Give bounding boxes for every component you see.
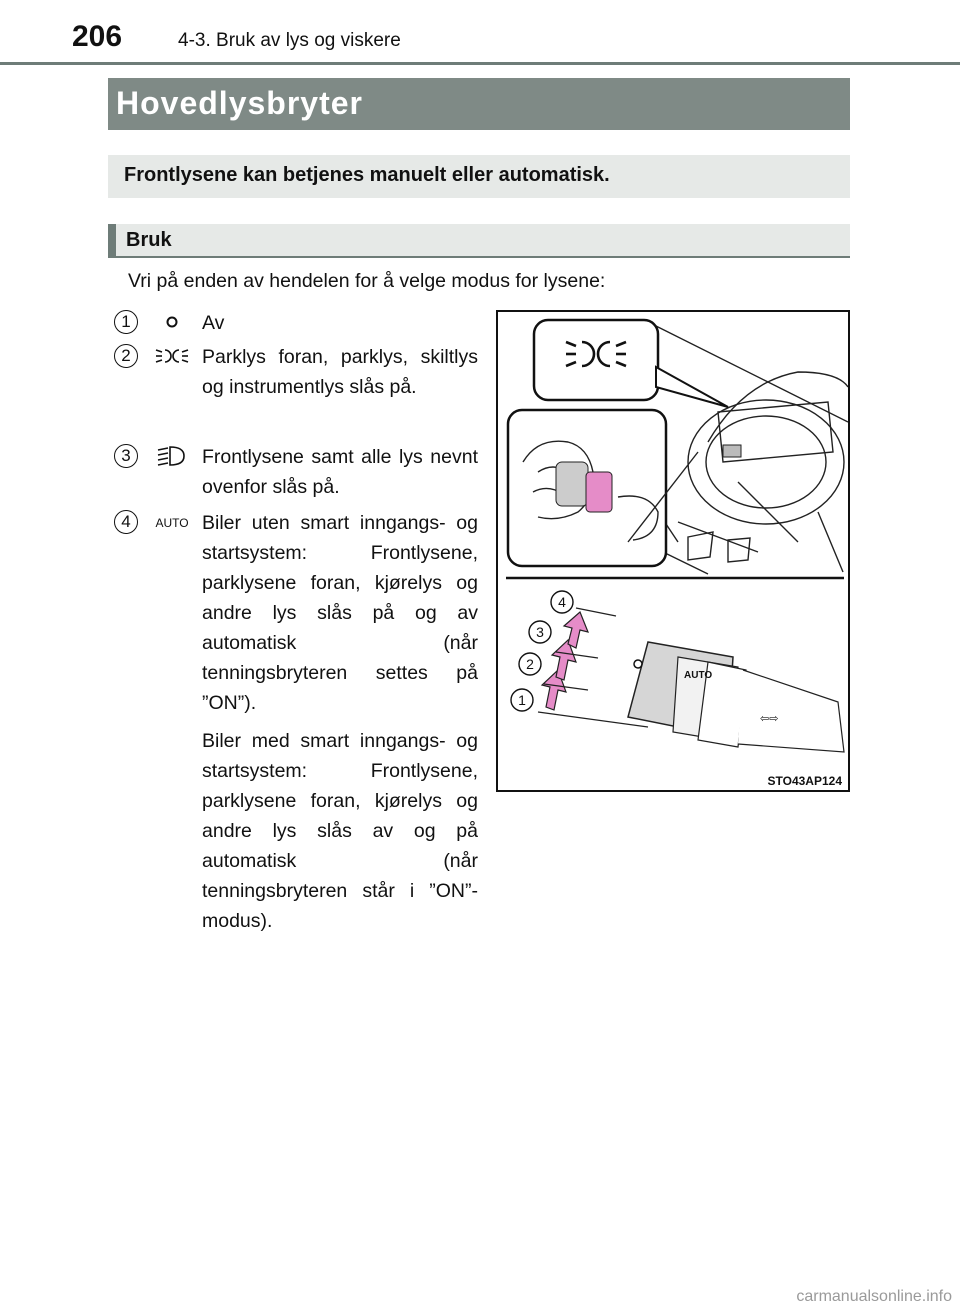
section-lead: Vri på enden av hendelen for å velge modus for lysene:	[128, 270, 606, 292]
page-title: Hovedlysbryter	[108, 78, 850, 130]
item-text: Biler uten smart inngangs- og startsystem: Frontlysene, parklysene foran, kjørelys og andre lys slås på og av automatisk (når tenningsbryteren settes på ”ON”).	[202, 512, 478, 714]
list-item	[114, 442, 478, 502]
svg-text:AUTO: AUTO	[155, 516, 189, 530]
svg-text:AUTO: AUTO	[684, 670, 713, 681]
chapter-title: 4-3. Bruk av lys og viskere	[178, 30, 401, 51]
list-item	[114, 308, 478, 338]
intro-text: Frontlysene kan betjenes manuelt eller automatisk.	[108, 155, 850, 198]
svg-text:3: 3	[536, 624, 544, 640]
item-text: Frontlysene samt alle lys nevnt ovenfor slås på.	[202, 446, 478, 498]
item-number: 1	[114, 310, 138, 334]
list-item	[114, 508, 478, 936]
svg-text:1: 1	[518, 692, 526, 708]
item-text: Av	[202, 312, 225, 334]
item-text-extra: Biler med smart inngangs- og startsystem: Frontlysene, parklysene foran, kjørelys og andre lys slås av og på automatisk (når tenningsbryteren står i ”ON”-modus).	[202, 730, 478, 932]
figure-code: STO43AP124	[767, 774, 842, 788]
item-number: 3	[114, 444, 138, 468]
svg-text:2: 2	[526, 656, 534, 672]
headlight-switch-illustration	[496, 310, 850, 792]
headlight-icon	[154, 444, 190, 468]
watermark: carmanualsonline.info	[796, 1288, 952, 1305]
item-number: 2	[114, 344, 138, 368]
svg-text:4: 4	[558, 594, 566, 610]
parking-lights-icon	[154, 344, 190, 368]
switch-diagram	[498, 312, 848, 790]
svg-text:⇦⇨: ⇦⇨	[760, 713, 779, 725]
page-number: 206	[72, 20, 123, 53]
auto-icon	[154, 510, 190, 534]
list-item	[114, 342, 478, 402]
header-divider	[0, 62, 960, 65]
item-number: 4	[114, 510, 138, 534]
section-heading: Bruk	[108, 224, 850, 258]
item-text: Parklys foran, parklys, skiltlys og instrumentlys slås på.	[202, 346, 478, 398]
off-icon	[154, 310, 190, 334]
